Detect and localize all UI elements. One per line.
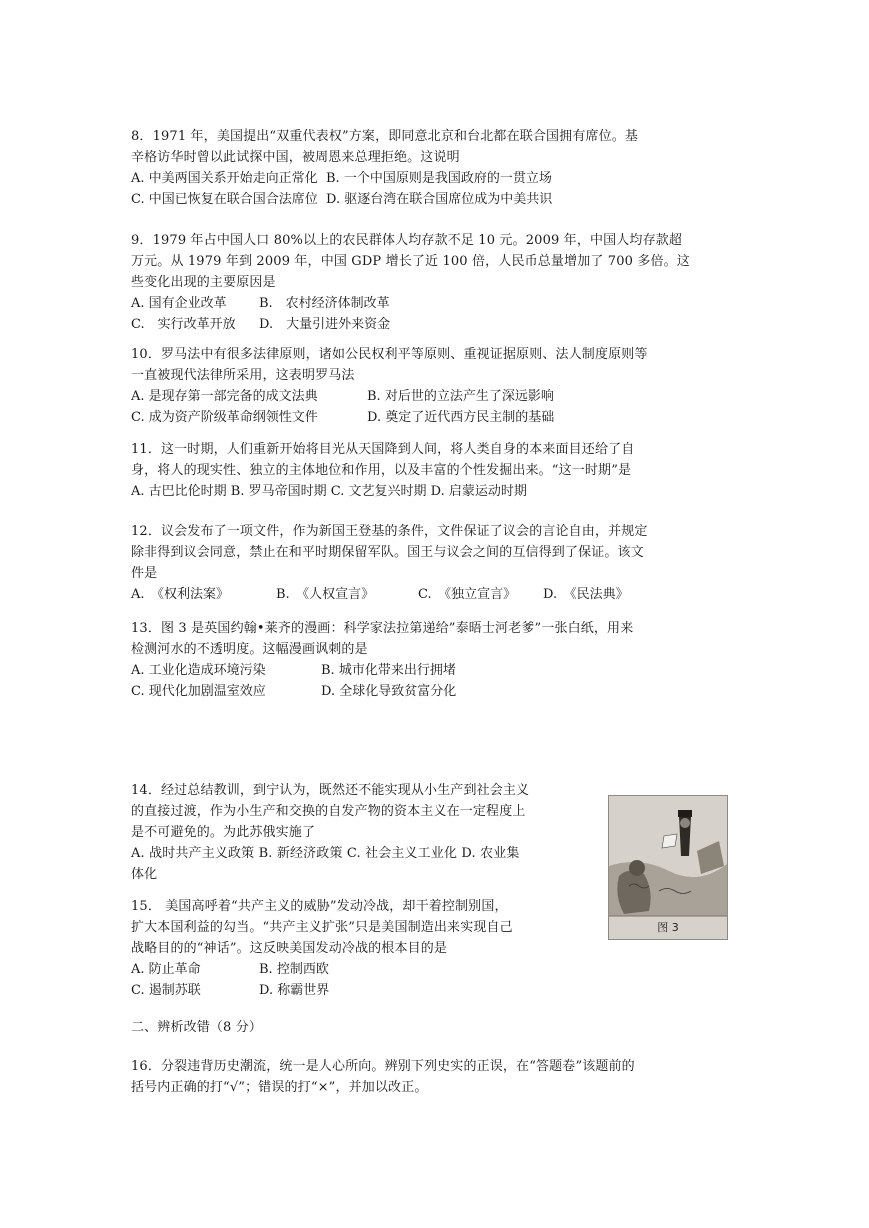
cartoon-image	[608, 795, 728, 940]
question-text: 检测河水的不透明度。这幅漫画讽刺的是	[131, 642, 368, 657]
option-d: D. 全球化导致贫富分化	[321, 684, 457, 699]
option-c: C. 《独立宣言》	[418, 587, 517, 602]
option-b: B. 农村经济体制改革	[259, 296, 390, 311]
option-row	[131, 168, 741, 189]
question-options: 体化	[131, 867, 158, 882]
cartoon-drawing	[609, 796, 727, 939]
option-b: B. 《人权宣言》	[276, 587, 375, 602]
option-c: C. 中国已恢复在联合国合法席位	[131, 192, 318, 207]
question-16	[131, 1056, 741, 1098]
question-text: 辛格访华时曾以此试探中国，被周恩来总理拒绝。这说明	[131, 150, 460, 165]
option-a: A. 《权利法案》	[131, 587, 230, 602]
question-text: 15． 美国高呼着“共产主义的威胁”发动冷战，却干着控制别国，	[131, 899, 508, 914]
option-d: D. 《民法典》	[543, 587, 629, 602]
question-text: 是不可避免的。为此苏俄实施了	[131, 825, 316, 840]
question-14	[131, 780, 601, 885]
question-13	[131, 618, 741, 702]
question-text: 战略目的的“神话”。这反映美国发动冷战的根本目的是	[131, 941, 448, 956]
option-b: B. 一个中国原则是我国政府的一贯立场	[326, 171, 552, 186]
option-d: D. 大量引进外来资金	[259, 317, 391, 332]
question-text: 14．经过总结教训，到宁认为，既然还不能实现从小生产到社会主义	[131, 783, 530, 798]
option-row	[131, 660, 741, 681]
options-all: A. 古巴比伦时期 B. 罗马帝国时期 C. 文艺复兴时期 D. 启蒙运动时期	[131, 484, 527, 499]
option-row	[131, 293, 741, 314]
option-c: C. 现代化加剧温室效应	[131, 684, 266, 699]
question-text: 8．1971 年，美国提出“双重代表权”方案，即同意北京和台北都在联合国拥有席位。基	[131, 129, 639, 144]
option-c: C. 成为资产阶级革命纲领性文件	[131, 410, 318, 425]
section-heading	[131, 1017, 741, 1038]
figure-caption: 图 3	[657, 921, 679, 934]
option-c: C. 实行改革开放	[131, 317, 236, 332]
option-d: D. 称霸世界	[259, 983, 330, 998]
question-text: 身，将人的现实性、独立的主体地位和作用，以及丰富的个性发掘出来。“这一时期”是	[131, 463, 632, 478]
option-row	[131, 407, 741, 428]
option-a: A. 中美两国关系开始走向正常化	[131, 171, 318, 186]
question-text: 件是	[131, 566, 158, 581]
question-text: 11．这一时期，人们重新开始将目光从天国降到人间，将人类自身的本来面目还给了自	[131, 442, 635, 457]
option-row	[131, 386, 741, 407]
question-text: 10．罗马法中有很多法律原则，诸如公民权利平等原则、重视证据原则、法人制度原则等	[131, 347, 648, 362]
option-row	[131, 314, 741, 335]
option-a: A. 是现存第一部完备的成文法典	[131, 389, 318, 404]
question-options: A. 战时共产主义政策 B. 新经济政策 C. 社会主义工业化 D. 农业集	[131, 846, 520, 861]
option-row	[131, 584, 741, 605]
option-row	[131, 959, 601, 980]
question-text: 一直被现代法律所采用，这表明罗马法	[131, 368, 355, 383]
option-row	[131, 681, 741, 702]
section-title: 二、辨析改错（8 分）	[131, 1020, 263, 1035]
option-b: B. 控制西欧	[259, 962, 329, 977]
question-text: 括号内正确的打“√”；错误的打“×”，并加以改正。	[131, 1080, 428, 1095]
question-text: 些变化出现的主要原因是	[131, 275, 276, 290]
option-b: B. 城市化带来出行拥堵	[321, 663, 456, 678]
option-a: A. 国有企业改革	[131, 296, 227, 311]
question-9	[131, 230, 741, 335]
question-text: 13．图 3 是英国约翰•莱齐的漫画：科学家法拉第递给”泰晤士河老爹”一张白纸，用来	[131, 621, 634, 636]
option-row	[131, 980, 601, 1001]
question-15	[131, 896, 601, 1001]
option-a: A. 工业化造成环境污染	[131, 663, 266, 678]
question-text: 扩大本国利益的勾当。“共产主义扩张”只是美国制造出来实现自己	[131, 920, 513, 935]
question-11	[131, 439, 741, 502]
question-text: 12．议会发布了一项文件，作为新国王登基的条件，文件保证了议会的言论自由，并规定	[131, 524, 648, 539]
option-a: A. 防止革命	[131, 962, 201, 977]
option-row	[131, 189, 741, 210]
question-text: 万元。从 1979 年到 2009 年，中国 GDP 增长了近 100 倍，人民币总量增加了 700 多倍。这	[131, 254, 690, 269]
question-12	[131, 521, 741, 605]
option-b: B. 对后世的立法产生了深远影响	[367, 389, 554, 404]
option-row	[131, 481, 741, 502]
question-text: 除非得到议会同意，禁止在和平时期保留军队。国王与议会之间的互信得到了保证。该文	[131, 545, 644, 560]
option-d: D. 奠定了近代西方民主制的基础	[367, 410, 555, 425]
question-text: 的直接过渡，作为小生产和交换的自发产物的资本主义在一定程度上	[131, 804, 526, 819]
question-text: 16．分裂违背历史潮流，统一是人心所向。辨别下列史实的正误，在“答题卷”该题前的	[131, 1059, 635, 1074]
question-10	[131, 344, 741, 428]
question-8	[131, 126, 741, 210]
question-text: 9．1979 年占中国人口 80%以上的农民群体人均存款不足 10 元。2009 年，中国人均存款超	[131, 233, 683, 248]
option-d: D. 驱逐台湾在联合国席位成为中美共识	[326, 192, 553, 207]
option-c: C. 遏制苏联	[131, 983, 201, 998]
